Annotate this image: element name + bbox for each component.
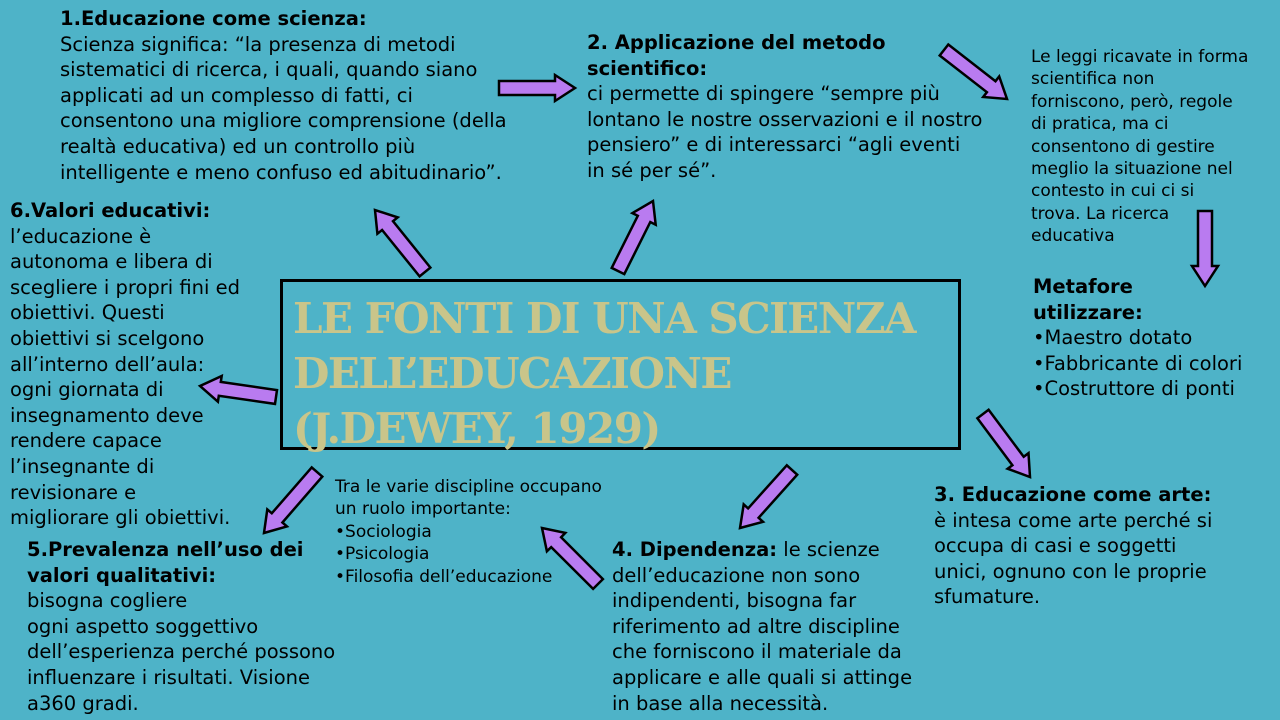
node-6-line: obiettivi si scelgono [10,326,205,350]
arrow-node1-to-node2 [499,75,575,101]
note-line: forniscono, però, regole [1031,91,1233,112]
center-title-line: (J.DEWEY, 1929) [293,404,660,453]
center-title-line: DELL’EDUCAZIONE [293,349,731,398]
node-2-heading: 2. Applicazione del metodo [587,31,886,54]
node-6-line: l’insegnante di [10,454,155,478]
center-title [293,291,915,456]
node-5-line: ogni aspetto soggettivo [27,614,259,638]
note-line: consentono di gestire [1031,136,1215,157]
node-1-line: consentono una migliore comprensione (della [60,109,507,133]
node-3-line: è intesa come arte perché si [934,508,1213,532]
node-6-line: l’educazione è [10,224,152,248]
node-6-line: migliorare gli obiettivi. [10,506,231,530]
node-4-dipendenza [612,537,912,716]
node-5-heading: valori qualitativi: [27,563,217,587]
node-5-heading: 5.Prevalenza nell’uso dei [27,538,304,561]
node-2-line: in sé per sé”. [587,158,717,182]
node-6-line: rendere capace [10,429,162,453]
node-5-prevalenza [27,537,335,716]
node-1-line: realtà educativa) ed un controllo più [60,134,416,158]
discipline-line: Tra le varie discipline occupano [335,477,602,497]
node-4-line: che forniscono il materiale da [612,640,902,664]
discipline-line: un ruolo importante: [335,499,511,520]
note-line: Le leggi ricavate in forma [1031,47,1249,67]
node-6-valori-educativi [10,198,240,531]
note-line: di pratica, ma ci [1031,114,1169,135]
node-2-line: pensiero” e di interessarci “agli eventi [587,133,961,157]
node-6-line: obiettivi. Questi [10,301,165,325]
arrow-center-to-node4 [740,465,797,528]
note-line: contesto in cui ci si [1031,181,1195,202]
metafore-heading: utilizzare: [1033,300,1143,324]
arrow-center-to-node1 [375,210,430,276]
node-4-heading: 4. Dipendenza: [612,538,778,561]
note-line: scientifica non [1031,69,1155,90]
node-4-line: dell’educazione non sono [612,563,861,587]
note-line: trova. La ricerca [1031,203,1170,224]
node-4-line: in base alla necessità. [612,691,829,715]
arrow-center-to-node5 [264,467,322,533]
discipline-line: •Filosofia dell’educazione [335,566,553,587]
metafore-item: •Maestro dotato [1033,326,1193,350]
node-1-heading: 1.Educazione come scienza: [60,7,367,30]
node-1-educazione-scienza [60,6,507,185]
center-title-line: LE FONTI DI UNA SCIENZA [293,294,915,343]
node-2-applicazione-metodo [587,30,982,184]
discipline-line: •Psicologia [335,544,430,565]
node-2-line: lontano le nostre osservazioni e il nostro [587,107,983,131]
note-line: educativa [1031,226,1115,247]
discipline-note [335,476,602,588]
node-5-line: influenzare i risultati. Visione [27,665,310,689]
note-leggi [1031,46,1248,248]
node-6-line: scegliere i propri fini ed [10,275,241,299]
node-4-line: riferimento ad altre discipline [612,614,900,638]
node-6-heading: 6.Valori educativi: [10,199,211,222]
node-1-line: applicati ad un complesso di fatti, ci [60,83,413,107]
node-4-first-line-rest: le scienze [777,538,880,561]
node-3-heading: 3. Educazione come arte: [934,483,1212,506]
metafore-heading: Metafore [1033,275,1133,298]
metafore-item: •Fabbricante di colori [1033,351,1243,375]
node-6-line: all’interno dell’aula: [10,352,205,376]
node-6-line: revisionare e [10,480,137,504]
node-3-educazione-arte [934,482,1212,610]
arrow-center-to-node3 [977,410,1030,477]
node-4-line: indipendenti, bisogna far [612,589,857,613]
node-2-heading: scientifico: [587,56,708,80]
note-line: meglio la situazione nel [1031,159,1233,180]
metafore-block [1033,274,1242,402]
node-1-line: intelligente e meno confuso ed abitudinario”. [60,160,502,184]
node-1-line: sistematici di ricerca, i quali, quando siano [60,58,478,82]
node-5-line: bisogna cogliere [27,589,188,613]
node-5-line: dell’esperienza perché possono [27,640,336,664]
node-5-line: a360 gradi. [27,691,139,715]
node-6-line: ogni giornata di [10,378,164,402]
node-6-line: autonoma e libera di [10,250,213,274]
metafore-item: •Costruttore di ponti [1033,377,1235,401]
node-6-line: insegnamento deve [10,403,204,427]
node-4-line: applicare e alle quali si attinge [612,665,913,689]
discipline-line: •Sociologia [335,521,432,542]
node-3-line: sfumature. [934,585,1041,609]
node-2-line: ci permette di spingere “sempre più [587,82,940,106]
node-3-line: occupa di casi e soggetti [934,534,1177,558]
node-3-line: unici, ognuno con le proprie [934,559,1207,583]
node-1-line: Scienza significa: “la presenza di metodi [60,32,456,56]
node-4-first-line [612,537,912,563]
arrow-center-to-node2 [612,201,656,274]
